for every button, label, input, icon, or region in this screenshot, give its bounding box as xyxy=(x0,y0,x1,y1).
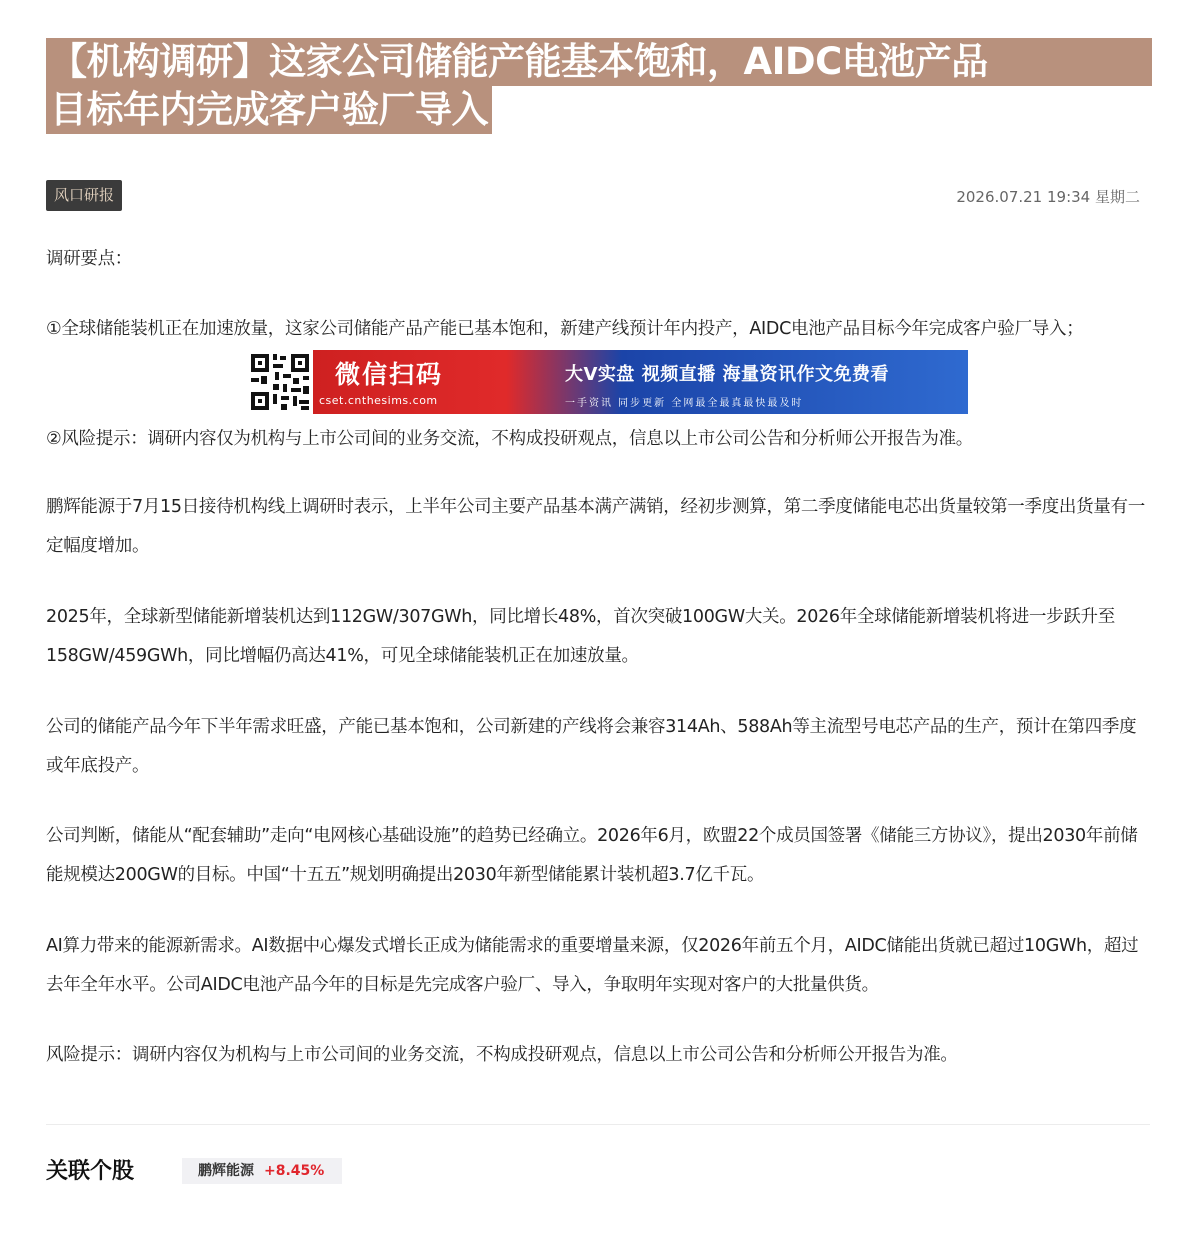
stock-change: +8.45% xyxy=(264,1163,325,1179)
related-stock-chip[interactable] xyxy=(182,1158,342,1184)
banner-cta: 微信扫码 xyxy=(335,360,444,389)
paragraph-risk-note: 风险提示：调研内容仅为机构与上市公司间的业务交流，不构成投研观点，信息以上市公司公告和分析师公开报告为准。 xyxy=(46,1045,958,1065)
article-title xyxy=(46,38,1156,134)
article-meta xyxy=(46,180,1140,212)
paragraph-4: 公司判断，储能从“配套辅助”走向“电网核心基础设施”的趋势已经确立。2026年6月，欧盟22个成员国签署《储能三方协议》，提出2030年前储能规模达200GW的目标。中国“十五五”规划明确提出2030年新型储能累计装机超3.7亿千瓦。 xyxy=(46,826,1138,885)
paragraph-3: 公司的储能产品今年下半年需求旺盛，产能已基本饱和，公司新建的产线将会兼容314Ah、588Ah等主流型号电芯产品的生产，预计在第四季度或年底投产。 xyxy=(46,717,1137,776)
related-stocks-heading: 关联个股 xyxy=(46,1159,135,1184)
banner-subline: 一手资讯 同步更新 全网最全最真最快最及时 xyxy=(565,398,804,409)
title-line-1: 【机构调研】这家公司储能产能基本饱和，AIDC电池产品 xyxy=(46,38,1152,86)
paragraph-point-1: ①全球储能装机正在加速放量，这家公司储能产品产能已基本饱和，新建产线预计年内投产，AIDC电池产品目标今年完成客户验厂导入； xyxy=(46,319,1084,339)
paragraph-2: 2025年，全球新型储能新增装机达到112GW/307GWh，同比增长48%，首次突破100GW大关。2026年全球储能新增装机将进一步跃升至158GW/459GWh，同比增幅仍高达41%，可见全球储能装机正在加速放量。 xyxy=(46,607,1115,666)
publish-datetime: 2026.07.21 19:34 星期二 xyxy=(956,188,1140,206)
qr-code-icon[interactable] xyxy=(247,350,313,414)
wechat-promo-banner[interactable] xyxy=(247,350,968,414)
title-line-2: 目标年内完成客户验厂导入 xyxy=(46,86,492,134)
paragraph-key-points: 调研要点： xyxy=(46,249,132,269)
banner-slogan: 大V实盘 视频直播 海量资讯作文免费看 xyxy=(565,364,889,385)
paragraph-5: AI算力带来的能源新需求。AI数据中心爆发式增长正成为储能需求的重要增量来源，仅2026年前五个月，AIDC储能出货就已超过10GWh，超过去年全年水平。公司AIDC电池产品今年的目标是先完成客户验厂、导入，争取明年实现对客户的大批量供货。 xyxy=(46,936,1139,995)
banner-url[interactable]: cset.cnthesims.com xyxy=(319,394,438,407)
paragraph-1: 鹏辉能源于7月15日接待机构线上调研时表示，上半年公司主要产品基本满产满销，经初步测算，第二季度储能电芯出货量较第一季度出货量有一定幅度增加。 xyxy=(46,497,1145,556)
section-divider xyxy=(46,1124,1150,1125)
stock-name: 鹏辉能源 xyxy=(198,1163,254,1179)
paragraph-point-2: ②风险提示：调研内容仅为机构与上市公司间的业务交流，不构成投研观点，信息以上市公司公告和分析师公开报告为准。 xyxy=(46,429,973,449)
column-tag[interactable]: 风口研报 xyxy=(46,180,122,211)
